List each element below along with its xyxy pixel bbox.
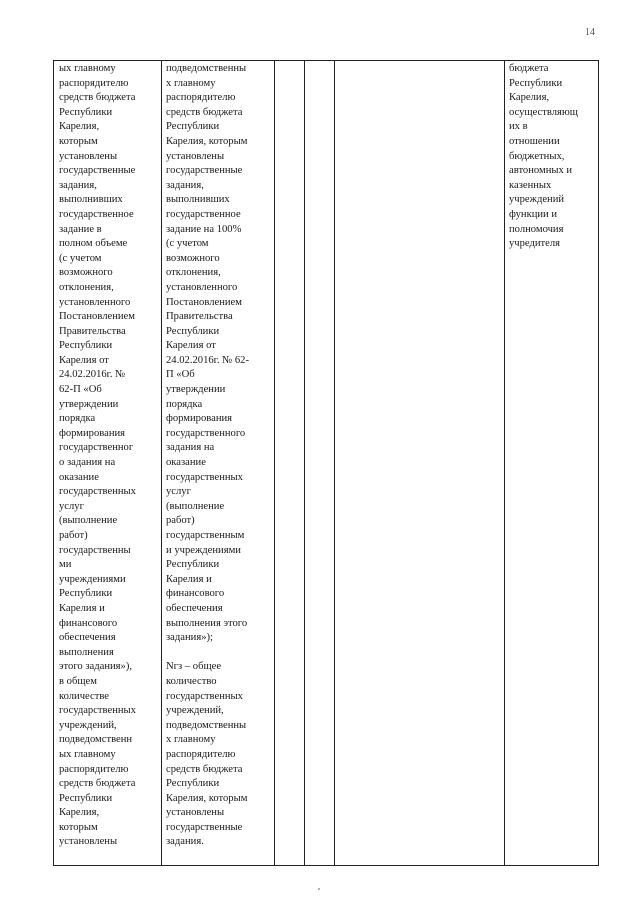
document-table xyxy=(53,60,599,866)
column-divider xyxy=(304,61,305,865)
column-divider xyxy=(334,61,335,865)
page-number: 14 xyxy=(585,27,595,38)
scan-speck xyxy=(318,888,320,890)
column-divider xyxy=(504,61,505,865)
column-divider xyxy=(274,61,275,865)
table-cell-formula-description: подведомственны х главному распорядителю средств бюджета Республики Карелия, которым установлены государственные задания, выполнивших государственное задание на 100% (с учетом возможного отклонения, установленного Постановлением Правительства Республики Карелия от 24.02.2016г. № 62- П «Об утверждении порядка формирования государственного задания на оказание государственных услуг (выполнение работ) государственным и учреждениями Республики Карелия и финансового обеспечения выполнения этого задания»); Nгз – общее количество государственных учреждений, подведомственны х главному распорядителю средств бюджета Республики Карелия, которым установлены государственные задания. xyxy=(166,63,249,848)
table-cell-responsible-body: бюджета Республики Карелия, осуществляющ их в отношении бюджетных, автономных и казенных учреждений функции и полномочия учредителя xyxy=(509,63,578,250)
table-cell-indicator-continued: ых главному распорядителю средств бюджета Республики Карелия, которым установлены государственные задания, выполнивших государственное задание в полном объеме (с учетом возможного отклонения, установленного Постановлением Правительства Республики Карелия от 24.02.2016г. № 62-П «Об утверждении порядка формирования государственног о задания на оказание государственных услуг (выполнение работ) государственны ми учреждениями Республики Карелия и финансового обеспечения выполнения этого задания»), в общем количестве государственных учреждений, подведомственн ых главному распорядителю средств бюджета Республики Карелия, которым установлены xyxy=(59,63,136,848)
